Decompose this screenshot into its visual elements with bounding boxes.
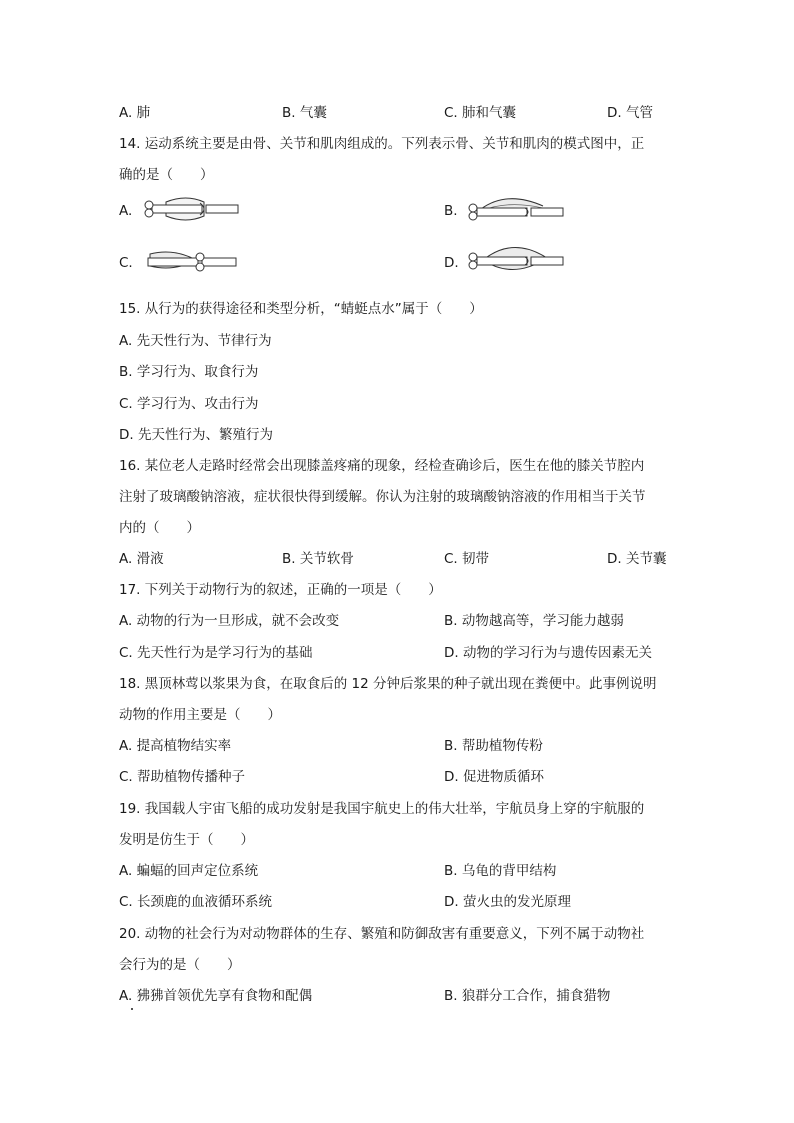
q13-option-d: D. 气管 [607,105,653,121]
q14-figure-c [144,244,240,280]
q18-option-a: A. 提高植物结实率 [119,738,232,754]
q14-label-b: B. [444,203,458,219]
q17-option-d: D. 动物的学习行为与遗传因素无关 [444,645,652,661]
q17-option-b: B. 动物越高等，学习能力越弱 [444,613,624,629]
q16-option-a: A. 滑液 [119,551,164,567]
q14-figure-a [144,190,240,230]
q16-stem-line1: 16. 某位老人走路时经常会出现膝盖疼痛的现象，经检查确诊后，医生在他的膝关节腔内 [119,458,645,474]
q19-option-c: C. 长颈鹿的血液循环系统 [119,894,273,910]
q15-option-b: B. 学习行为、取食行为 [119,364,259,380]
q19-stem-line1: 19. 我国载人宇宙飞船的成功发射是我国宇航史上的伟大壮举，宇航员身上穿的宇航服的 [119,801,645,817]
q19-option-a: A. 蝙蝠的回声定位系统 [119,863,259,879]
q19-option-b: B. 乌龟的背甲结构 [444,863,557,879]
q14-label-c: C. [119,255,133,271]
q17-option-c: C. 先天性行为是学习行为的基础 [119,645,313,661]
q20-stem-line1: 20. 动物的社会行为对动物群体的生存、繁殖和防御敌害有重要意义，下列不属于动物社 [119,926,645,942]
q16-option-c: C. 韧带 [444,551,490,567]
q18-stem-line2: 动物的作用主要是（ ） [119,707,281,723]
q19-stem-line2: 发明是仿生于（ ） [119,832,254,848]
q15-option-d: D. 先天性行为、繁殖行为 [119,427,273,443]
q18-stem-line1: 18. 黑顶林莺以浆果为食，在取食后的 12 分钟后浆果的种子就出现在粪便中。此事例说明 [119,676,657,692]
q14-figure-d [467,240,565,280]
stray-mark [131,1008,133,1010]
q20-option-b: B. 狼群分工合作，捕食猎物 [444,988,611,1004]
q13-option-a: A. 肺 [119,105,151,121]
q16-stem-line3: 内的（ ） [119,520,200,536]
q18-option-c: C. 帮助植物传播种子 [119,769,246,785]
q15-option-a: A. 先天性行为、节律行为 [119,333,272,349]
q13-option-c: C. 肺和气囊 [444,105,517,121]
q20-option-a: A. 狒狒首领优先享有食物和配偶 [119,988,313,1004]
q19-option-d: D. 萤火虫的发光原理 [444,894,571,910]
q18-option-b: B. 帮助植物传粉 [444,738,543,754]
q14-label-d: D. [444,255,459,271]
q17-stem: 17. 下列关于动物行为的叙述，正确的一项是（ ） [119,582,442,598]
q14-figure-b [467,192,565,228]
q14-stem-line1: 14. 运动系统主要是由骨、关节和肌肉组成的。下列表示骨、关节和肌肉的模式图中，正 [119,136,645,152]
q16-option-d: D. 关节囊 [607,551,667,567]
q16-stem-line2: 注射了玻璃酸钠溶液，症状很快得到缓解。你认为注射的玻璃酸钠溶液的作用相当于关节 [119,489,646,505]
q17-option-a: A. 动物的行为一旦形成，就不会改变 [119,613,340,629]
q18-option-d: D. 促进物质循环 [444,769,544,785]
q13-option-b: B. 气囊 [282,105,327,121]
q16-option-b: B. 关节软骨 [282,551,354,567]
q14-label-a: A. [119,203,133,219]
q14-stem-line2: 确的是（ ） [119,167,214,183]
q15-stem: 15. 从行为的获得途径和类型分析，“蜻蜓点水”属于（ ） [119,301,483,317]
q15-option-c: C. 学习行为、攻击行为 [119,396,259,412]
q20-stem-line2: 会行为的是（ ） [119,957,241,973]
